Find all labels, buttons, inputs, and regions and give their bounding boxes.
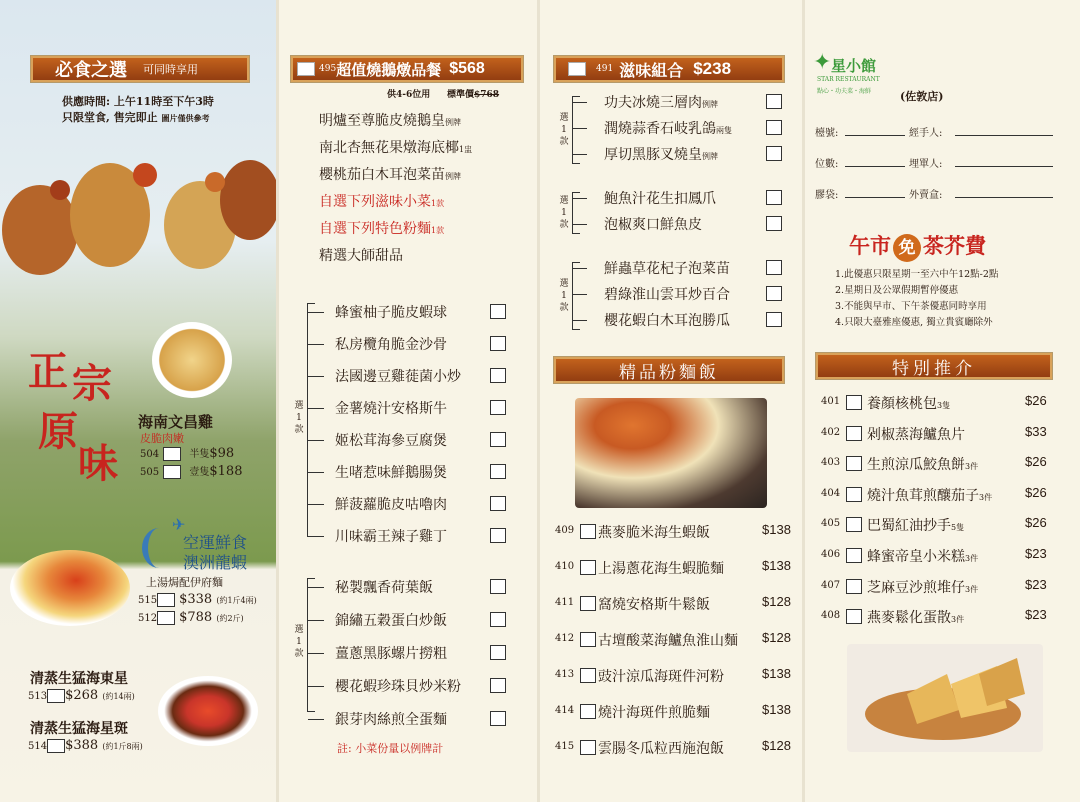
special-code: 405 [821, 518, 841, 530]
fixed-item [319, 164, 461, 184]
fixed-item [319, 245, 403, 265]
combo-checkbox[interactable] [766, 286, 782, 301]
special-checkbox[interactable] [846, 487, 862, 502]
dish-name: 私房欖角脆金沙骨 [335, 337, 447, 353]
fish2-code: 514 [28, 741, 48, 752]
fixed-item-note: 例牌 [445, 118, 461, 127]
special-checkbox[interactable] [846, 426, 862, 441]
noodle-price: $128 [762, 630, 791, 645]
fixed-item-name: 自選下列滋味小菜 [319, 194, 431, 210]
combo-checkbox[interactable] [766, 190, 782, 205]
noodle-code: 412 [555, 633, 575, 644]
combo-item [604, 258, 730, 278]
goose-set-banner [290, 55, 524, 83]
sesame-toast-photo [847, 644, 1043, 752]
combo-item-note: 例牌 [702, 152, 718, 161]
special-note: 3件 [979, 492, 993, 502]
special-checkbox[interactable] [846, 395, 862, 410]
dish-checkbox[interactable] [490, 678, 506, 693]
noodle-name: 燕麥脆米海生蝦飯 [598, 525, 710, 541]
noodle-checkbox[interactable] [580, 524, 596, 539]
special-code: 403 [821, 457, 841, 469]
combo-item-name: 鮮蟲草花杞子泡菜苗 [604, 261, 730, 277]
dish-checkbox[interactable] [490, 645, 506, 660]
special-item [867, 577, 978, 597]
combo-group-label: 選1款 [559, 279, 569, 313]
lobster-1-price: $338 [179, 592, 213, 607]
tick-line [308, 653, 324, 654]
dish-name: 櫻花蝦珍珠貝炒米粉 [335, 679, 461, 695]
fixed-item-note: 1盅 [459, 145, 473, 154]
special-item [867, 485, 992, 505]
combo-item [604, 214, 702, 234]
form-label: 埋單人: [909, 159, 943, 170]
goose-set-serves: 供4-6位用 [387, 90, 431, 100]
special-checkbox[interactable] [846, 609, 862, 624]
chicken-opt-whole [140, 463, 242, 479]
form-field[interactable] [845, 197, 905, 198]
lobster-opt-2 [138, 610, 244, 625]
must-eat-subtitle: 可同時享用 [143, 63, 198, 76]
dish-checkbox[interactable] [490, 528, 506, 543]
promo-title [849, 230, 986, 262]
panel-specials [805, 0, 1080, 802]
dish-checkbox[interactable] [490, 464, 506, 479]
combo-banner [553, 55, 785, 83]
must-eat-title: 必食之選 [55, 60, 127, 81]
dish-checkbox[interactable] [490, 612, 506, 627]
chicken-whole-checkbox[interactable] [163, 465, 181, 479]
form-field[interactable] [955, 135, 1053, 136]
combo-code: 491 [596, 64, 614, 74]
combo-item-name: 厚切黑豚叉燒皇 [604, 147, 702, 163]
prawn-rice-photo [575, 398, 767, 508]
lobster-2-code: 512 [138, 613, 158, 624]
combo-item-note: 兩隻 [716, 126, 732, 135]
dish-checkbox[interactable] [490, 432, 506, 447]
special-checkbox[interactable] [846, 517, 862, 532]
special-code: 404 [821, 487, 841, 499]
fish2-weight: (約1斤8兩) [102, 742, 143, 751]
std-price: $768 [474, 90, 500, 100]
tick-line [573, 198, 587, 199]
special-name: 剁椒蒸海鱸魚片 [867, 426, 965, 443]
lobster-2-price: $788 [179, 610, 213, 625]
lobster-1-code: 515 [138, 595, 158, 606]
form-label: 外賣盒: [909, 190, 943, 201]
tick-line [308, 376, 324, 377]
combo-item-name: 櫻花蝦白木耳泡勝瓜 [604, 313, 730, 329]
chicken-half-price: $98 [209, 446, 235, 461]
panel-must-eat [0, 0, 276, 802]
chicken-whole-code: 505 [140, 467, 160, 478]
form-label: 檯號: [815, 128, 839, 139]
fixed-item [319, 218, 444, 238]
tick-line [308, 344, 324, 345]
special-note: 3隻 [937, 401, 951, 410]
special-name: 巴蜀紅油抄手 [867, 518, 951, 535]
noodle-price: $128 [762, 738, 791, 753]
chicken-whole-size: 壹隻 [189, 467, 210, 478]
special-price: $23 [1025, 546, 1047, 561]
airplane-icon: ✈ [172, 515, 186, 534]
special-price: $26 [1025, 515, 1047, 531]
fish2-name: 清蒸生猛海星斑 [30, 721, 128, 737]
photo-disclaimer: 圖片僅供參考 [161, 113, 210, 123]
special-checkbox[interactable] [846, 548, 862, 563]
combo-item [604, 188, 716, 208]
chicken-name: 海南文昌雞 [138, 413, 214, 431]
fish1-price: $268 [65, 688, 99, 703]
fixed-item-name: 精選大師甜品 [319, 248, 403, 264]
combo-checkbox[interactable] [766, 260, 782, 275]
special-note: 3件 [965, 462, 979, 472]
calligraphy-char-2: 宗 [72, 360, 112, 407]
tick-line [573, 128, 587, 129]
logo-tagline: 點心・功夫菜・海鮮 [817, 88, 872, 95]
group1-bracket [307, 303, 315, 537]
dish-name: 姬松茸海參豆腐煲 [335, 433, 447, 449]
noodle-code: 415 [555, 741, 575, 752]
noodle-checkbox[interactable] [580, 596, 596, 611]
fish2-price: $388 [65, 738, 99, 753]
combo-item-note: 例牌 [702, 100, 718, 109]
tick-line [573, 102, 587, 103]
promo-left: 午市 [849, 233, 891, 258]
must-eat-banner [30, 55, 250, 83]
tick-line [308, 504, 324, 505]
special-item [867, 454, 978, 474]
combo-item-name: 泡椒爽口鮮魚皮 [604, 217, 702, 233]
combo-item [604, 144, 718, 164]
tick-line [308, 536, 324, 537]
form-field[interactable] [845, 135, 905, 136]
form-field[interactable] [955, 197, 1053, 198]
fish1-opt [28, 688, 135, 703]
noodle-price: $138 [762, 702, 791, 717]
branch-name: (佐敦店) [900, 90, 944, 103]
dish-name: 生啫惹味鮮鵝腸煲 [335, 465, 447, 481]
dish-name: 錦繡五穀蛋白炒飯 [335, 613, 447, 629]
tick-line [573, 320, 587, 321]
promo-rule: 2.星期日及公眾假期暫停優惠 [835, 285, 959, 296]
combo-item [604, 310, 730, 330]
group2-label: 選1款 [294, 625, 304, 659]
form-field[interactable] [955, 166, 1053, 167]
chicken-whole-price: $188 [209, 464, 243, 479]
specials-banner-title: 特別推介 [892, 358, 976, 379]
chicken-desc: 皮脆肉嫩 [140, 432, 184, 445]
calligraphy-char-1: 正 [28, 348, 68, 395]
combo-item [604, 284, 730, 304]
noodle-banner-title: 精品粉麵飯 [619, 362, 719, 383]
special-price: $26 [1025, 484, 1047, 500]
fixed-item-name: 櫻桃茄白木耳泡菜苗 [319, 167, 445, 183]
tick-line [308, 408, 324, 409]
special-note: 5隻 [951, 523, 965, 533]
special-checkbox[interactable] [846, 579, 862, 594]
combo-price: $238 [693, 59, 732, 78]
special-note: 3件 [951, 615, 965, 625]
special-item [867, 546, 978, 566]
fixed-item-note: 例牌 [445, 172, 461, 181]
form-label: 經手人: [909, 128, 943, 139]
service-hours: 供應時間: 上午11時至下午3時 [62, 95, 214, 108]
chicken-farm-photo [0, 120, 276, 320]
noodle-checkbox[interactable] [580, 668, 596, 683]
tick-line [308, 719, 324, 720]
tick-line [308, 472, 324, 473]
group1-label: 選1款 [294, 401, 304, 435]
noodle-code: 409 [555, 525, 575, 536]
lobster-photo [10, 550, 130, 626]
noodle-code: 413 [555, 669, 575, 680]
special-code: 401 [821, 396, 841, 407]
goose-set-checkbox[interactable] [297, 62, 315, 76]
combo-checkbox[interactable] [766, 216, 782, 231]
tick-line [573, 154, 587, 155]
fixed-item-note: 1款 [431, 199, 445, 208]
special-price: $23 [1025, 607, 1047, 623]
fixed-item [319, 137, 472, 157]
promo-rule: 1.此優惠只限星期一至六中午12點-2點 [835, 269, 999, 280]
goose-set-price: $568 [449, 60, 485, 77]
special-price: $23 [1025, 576, 1047, 592]
lobster-title-1: 空運鮮食 [183, 533, 248, 552]
special-price: $26 [1025, 393, 1047, 408]
noodle-price: $138 [762, 666, 791, 681]
dish-checkbox[interactable] [490, 496, 506, 511]
fixed-item [319, 110, 461, 130]
std-price-label: 標準價 [447, 90, 475, 100]
special-item [867, 515, 964, 535]
goose-set-code: 495 [319, 64, 337, 74]
goose-set-std [447, 87, 499, 100]
lobster-opt-1 [138, 592, 257, 607]
special-code: 408 [821, 610, 841, 622]
special-name: 養顏核桃包 [867, 396, 937, 412]
special-note: 3件 [965, 584, 979, 594]
tick-line [308, 587, 324, 588]
steamed-fish-photo [158, 676, 258, 746]
combo-item-name: 鮑魚汁花生扣鳳爪 [604, 191, 716, 207]
combo-item [604, 118, 732, 138]
fish1-checkbox[interactable] [47, 689, 65, 703]
dine-in-note-text: 只限堂食, 售完即止 [62, 111, 158, 124]
noodle-price: $138 [762, 522, 791, 537]
star-logo-icon: ✦ [813, 50, 832, 75]
combo-item-name: 功夫冰燒三層肉 [604, 95, 702, 111]
combo-group-label: 選1款 [559, 113, 569, 147]
dish-name: 秘製飄香荷葉飯 [335, 580, 433, 596]
noodle-name: 窩燒安格斯牛鬆飯 [598, 597, 710, 613]
special-name: 生煎涼瓜鮫魚餅 [867, 457, 965, 474]
promo-rule: 3.不能與早市、下午茶優惠同時享用 [835, 301, 987, 312]
fish1-weight: (約14兩) [102, 692, 135, 701]
promo-free-badge: 免 [893, 234, 921, 262]
noodle-code: 411 [555, 597, 575, 608]
form-field[interactable] [845, 166, 905, 167]
special-code: 402 [821, 426, 841, 438]
special-name: 燕麥鬆化蛋散 [867, 610, 951, 627]
lobster-2-checkbox[interactable] [157, 611, 175, 625]
combo-item [604, 92, 718, 112]
special-item [867, 393, 950, 413]
special-checkbox[interactable] [846, 456, 862, 471]
logo-english: STAR RESTAURANT [817, 76, 880, 83]
dine-in-note [62, 109, 210, 125]
combo-checkbox[interactable] [766, 312, 782, 327]
combo-item-name: 碧綠淮山雲耳炒百合 [604, 287, 730, 303]
fish2-opt [28, 738, 143, 753]
special-item [867, 424, 965, 444]
special-price: $26 [1025, 454, 1047, 470]
dish-name: 法國邊豆雞蓰菌小炒 [335, 369, 461, 385]
tick-line [308, 440, 324, 441]
lobster-2-weight: (約2斤) [216, 614, 244, 623]
special-item [867, 607, 964, 627]
noodle-price: $138 [762, 558, 791, 573]
lobster-subtitle: 上湯焗配伊府麵 [146, 576, 223, 589]
noodle-name: 豉汁涼瓜海斑件河粉 [598, 669, 724, 685]
goose-set-title: 超值燒鵝燉品餐 [336, 60, 442, 79]
lobster-title-2: 澳洲龍蝦 [183, 553, 248, 572]
chicken-half-checkbox[interactable] [163, 447, 181, 461]
dish-name: 川味霸王辣子雞丁 [335, 529, 447, 545]
dish-name: 薑蔥黑豚螺片撈粗 [335, 646, 447, 662]
noodle-checkbox[interactable] [580, 632, 596, 647]
panel-goose-set [279, 0, 537, 802]
noodle-code: 414 [555, 705, 575, 716]
combo-checkbox[interactable] [766, 120, 782, 135]
combo-checkbox[interactable] [766, 94, 782, 109]
special-price: $33 [1025, 423, 1047, 439]
form-label: 位數: [815, 159, 839, 170]
combo-title: 滋味組合 [619, 60, 684, 80]
dish-checkbox[interactable] [490, 400, 506, 415]
noodle-checkbox[interactable] [580, 560, 596, 575]
combo-checkbox[interactable] [766, 146, 782, 161]
logo-name: 星小館 [831, 57, 877, 75]
dish-checkbox[interactable] [490, 711, 506, 726]
tick-line [573, 224, 587, 225]
dish-name: 鮮菠蘿脆皮咕嚕肉 [335, 497, 447, 513]
calligraphy-char-4: 味 [78, 440, 118, 487]
fish1-code: 513 [28, 691, 48, 702]
tick-line [573, 294, 587, 295]
fixed-item-name: 自選下列特色粉麵 [319, 221, 431, 237]
tick-line [308, 620, 324, 621]
noodle-checkbox[interactable] [580, 704, 596, 719]
panel-combo [540, 0, 802, 802]
tick-line [308, 312, 324, 313]
noodle-name: 古壇酸菜海鱸魚淮山麵 [598, 633, 738, 649]
noodle-code: 410 [555, 561, 575, 572]
chicken-half-code: 504 [140, 449, 160, 460]
tick-line [308, 686, 324, 687]
dish-name: 金薯燒汁安格斯牛 [335, 401, 447, 417]
dish-checkbox[interactable] [490, 336, 506, 351]
crescent-logo-icon [142, 528, 176, 568]
chicken-dish-photo [152, 322, 232, 398]
noodle-name: 燒汁海斑件煎脆麵 [598, 705, 710, 721]
lobster-1-checkbox[interactable] [157, 593, 175, 607]
fixed-item-name: 南北杏無花果燉海底椰 [319, 140, 459, 156]
special-note: 3件 [965, 554, 979, 563]
dish-checkbox[interactable] [490, 304, 506, 319]
promo-rule: 4.只限大臺雅座優惠, 獨立貴賓廳除外 [835, 317, 993, 328]
special-name: 芝麻豆沙煎堆仔 [867, 579, 965, 596]
special-code: 407 [821, 579, 841, 591]
dish-name: 銀芽肉絲煎全蛋麵 [335, 712, 447, 728]
form-label: 膠袋: [815, 190, 839, 201]
dish-checkbox[interactable] [490, 368, 506, 383]
noodle-name: 上湯蔥花海生蝦脆麵 [598, 561, 724, 577]
dish-checkbox[interactable] [490, 579, 506, 594]
portion-footnote: 註: 小菜份量以例牌計 [337, 742, 444, 755]
promo-right: 茶芥費 [923, 233, 986, 258]
dish-name: 蜂蜜柚子脆皮蝦球 [335, 305, 447, 321]
fixed-item-note: 1款 [431, 226, 445, 235]
noodle-name: 雲腸冬瓜粒西施泡飯 [598, 741, 724, 757]
lobster-1-weight: (約1斤4兩) [216, 596, 257, 605]
fish1-name: 清蒸生猛海東星 [30, 671, 128, 687]
combo-checkbox[interactable] [568, 62, 586, 76]
combo-group-label: 選1款 [559, 196, 569, 230]
noodle-price: $128 [762, 594, 791, 609]
noodle-checkbox[interactable] [580, 740, 596, 755]
special-name: 燒汁魚茸煎釀茄子 [867, 487, 979, 504]
specials-banner [815, 352, 1053, 380]
calligraphy-char-3: 原 [38, 408, 78, 455]
combo-item-name: 潤燒蒜香石岐乳鴿 [604, 121, 716, 137]
chicken-half-size: 半隻 [189, 449, 210, 460]
special-code: 406 [821, 549, 841, 560]
chicken-opt-half [140, 445, 234, 461]
noodle-banner [553, 356, 785, 384]
fish2-checkbox[interactable] [47, 739, 65, 753]
fixed-item-name: 明爐至尊脆皮燒鵝皇 [319, 113, 445, 129]
group2-bracket [307, 578, 315, 712]
fixed-item [319, 191, 444, 211]
tick-line [573, 268, 587, 269]
special-name: 蜂蜜帝皇小米糕 [867, 549, 965, 565]
